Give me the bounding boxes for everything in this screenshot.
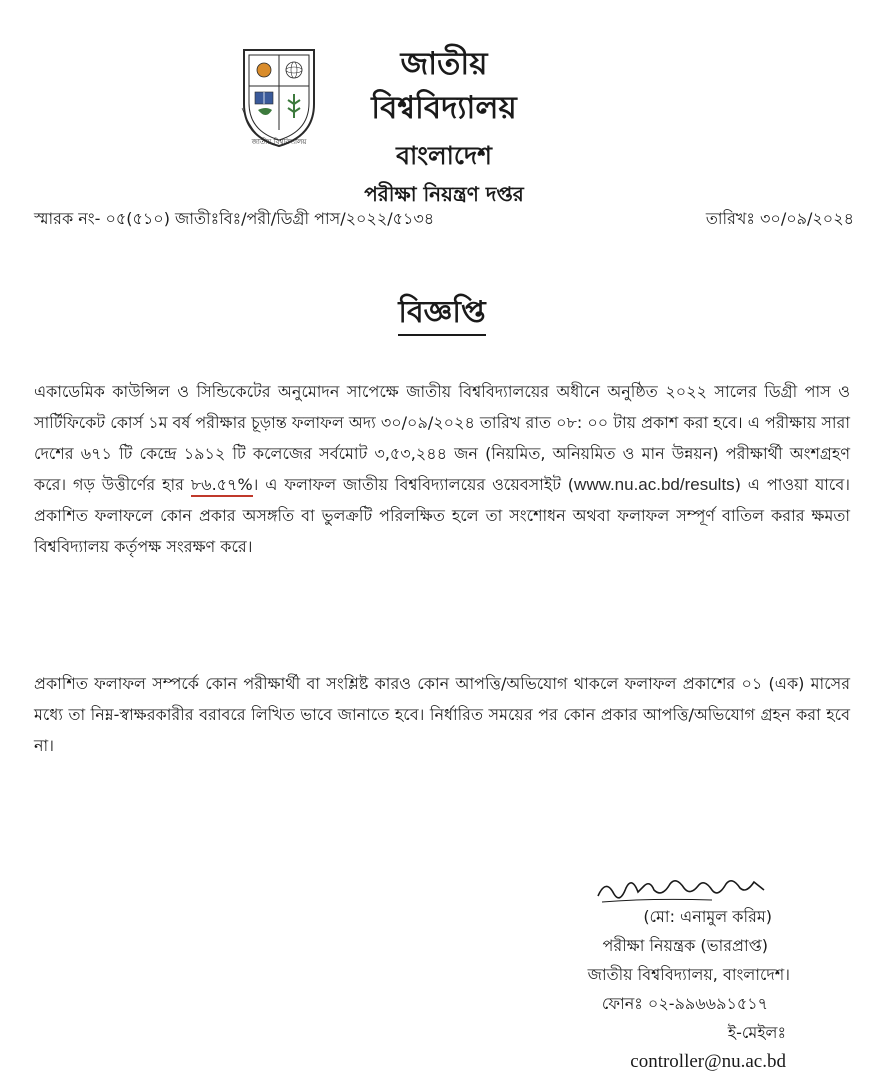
notice-paragraph-1 — [34, 376, 850, 562]
memo-date: তারিখঃ ৩০/০৯/২০২৪ — [705, 209, 854, 228]
country-name: বাংলাদেশ — [396, 141, 492, 170]
signatory-block — [480, 902, 820, 1076]
pass-rate: ৮৬.৫৭% — [191, 475, 253, 497]
office-name: পরীক্ষা নিয়ন্ত্রণ দপ্তর — [364, 182, 524, 206]
letterhead-title — [324, 42, 564, 212]
seal-text: জাতীয় বিশ্ববিদ্যালয় — [251, 138, 307, 146]
paragraph-1-text-b: । এ ফলাফল জাতীয় বিশ্ববিদ্যালয়ের ওয়েবসাইট ( — [252, 475, 575, 494]
paragraph-1-text-a: একাডেমিক কাউন্সিল ও সিন্ডিকেটের অনুমোদন সাপেক্ষে জাতীয় বিশ্ববিদ্যালয়ের অধীনে অনুষ্ঠিত ২০২২ সালের ডিগ্রী পাস ও সার্টিফিকেট কোর্স ১ম বর্ষ পরীক্ষার চূড়ান্ত ফলাফল অদ্য ৩০/০৯/২০২৪ তারিখ রাত ০৮: ০০ টায় প্রকাশ করা হবে। এ পরীক্ষায় সারা দেশের ৬৭১ টি কেন্দ্রে ১৯১২ টি কলেজের সর্বমোট ৩,৫৩,২৪৪ জন (নিয়মিত, অনিয়মিত ও মান উন্নয়ন) পরীক্ষার্থী অংশগ্রহণ করে। গড় উত্তীর্ণের হার — [34, 382, 850, 494]
notice-heading-text: বিজ্ঞপ্তি — [398, 295, 485, 336]
email-address[interactable]: controller@nu.ac.bd — [630, 1051, 786, 1072]
signatory-name: (মো: এনামুল করিম) — [643, 907, 772, 926]
notice-heading — [0, 288, 884, 339]
signatory-phone: ফোনঃ ০২-৯৯৬৬৯১৫১৭ — [601, 994, 768, 1013]
signatory-designation: পরীক্ষা নিয়ন্ত্রক (ভারপ্রাপ্ত) — [602, 936, 768, 955]
paragraph-1-text-c: ) এ পাওয়া যাবে। প্রকাশিত ফলাফলে কোন প্রকার অসঙ্গতি বা ভুলক্রটি পরিলক্ষিত হলে তা সংশোধন অথবা ফলাফল সম্পূর্ণ বাতিল করার ক্ষমতা বিশ্ববিদ্যালয় কর্তৃপক্ষ সংরক্ষণ করে। — [34, 475, 850, 556]
notice-paragraph-2: প্রকাশিত ফলাফল সম্পর্কে কোন পরীক্ষার্থী বা সংশ্লিষ্ট কারও কোন আপত্তি/অভিযোগ থাকলে ফলাফল প্রকাশের ০১ (এক) মাসের মধ্যে তা নিম্ন-স্বাক্ষরকারীর বরাবরে লিখিত ভাবে জানাতে হবে। নির্ধারিত সময়ের পর কোন প্রকার আপত্তি/অভিযোগ গ্রহন করা হবে না। — [34, 674, 850, 755]
university-name: জাতীয় বিশ্ববিদ্যালয় — [371, 46, 517, 126]
email-label: ই-মেইলঃ — [727, 1023, 786, 1042]
signatory-email-row — [480, 1018, 820, 1076]
signatory-organization: জাতীয় বিশ্ববিদ্যালয়, বাংলাদেশ। — [587, 965, 790, 984]
university-seal-logo — [236, 46, 322, 148]
results-website-link[interactable]: www.nu.ac.bd/results — [574, 475, 735, 494]
memo-reference: স্মারক নং- ০৫(৫১০) জাতীঃবিঃ/পরী/ডিগ্রী পাস/২০২২/৫১৩৪ — [34, 209, 435, 228]
